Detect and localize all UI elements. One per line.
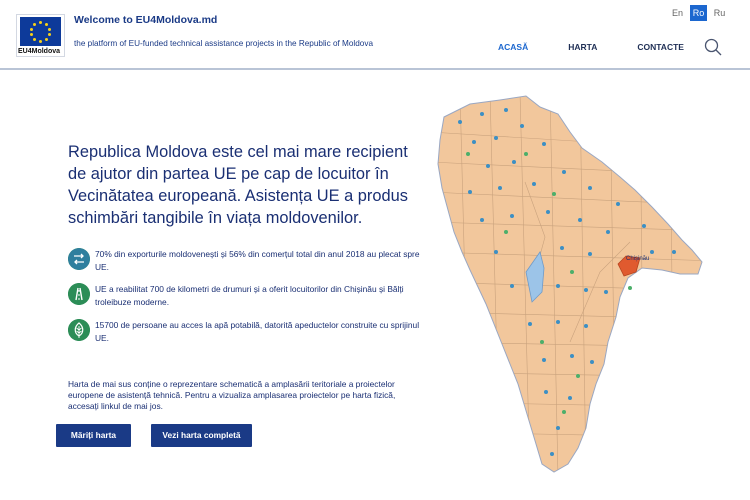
logo-text: EU4Moldova xyxy=(18,48,61,55)
feature-water xyxy=(68,319,428,345)
search-icon[interactable] xyxy=(704,38,722,56)
leaf-icon xyxy=(68,319,90,341)
feature-roads-text: UE a reabilitat 700 de kilometri de drumuri și a oferit locuitorilor din Chișinău și Bălți troleibuze moderne. xyxy=(95,284,404,307)
feature-water-text: 15700 de persoane au acces la apă potabilă, datorită apeductelor construite cu sprijinul UE. xyxy=(95,320,420,343)
main-nav xyxy=(498,42,724,52)
nav-acasa[interactable]: ACASĂ xyxy=(498,42,529,52)
site-header xyxy=(0,0,750,70)
feature-roads xyxy=(68,283,428,309)
zoom-map-button[interactable]: Măriți harta xyxy=(56,424,131,447)
eu-flag-icon xyxy=(20,17,61,46)
eu4moldova-logo[interactable] xyxy=(16,14,65,57)
feature-exports xyxy=(68,248,428,274)
site-subtitle: the platform of EU-funded technical assistance projects in the Republic of Moldova xyxy=(74,39,374,48)
lang-ro[interactable]: Ro xyxy=(690,5,707,21)
full-map-button[interactable]: Vezi harta completă xyxy=(151,424,252,447)
nav-harta[interactable]: HARTA xyxy=(568,42,598,52)
road-icon xyxy=(68,283,90,305)
hero-headline: Republica Moldova este cel mai mare recipient de ajutor din partea UE pe cap de locuitor în Vecinătatea europeană. Asistența UE a produs schimbări tangibile în viața moldovenilor. xyxy=(68,143,408,227)
lang-ru[interactable]: Ru xyxy=(713,8,726,18)
map-city-label: Chișinău xyxy=(626,256,650,262)
moldova-projects-map[interactable] xyxy=(430,92,750,478)
language-switcher xyxy=(669,5,728,21)
site-title: Welcome to EU4Moldova.md xyxy=(74,14,218,26)
map-note: Harta de mai sus conține o reprezentare schematică a amplasării teritoriale a proiectelor europene de asistență tehnică. Pentru a vizualiza amplasarea proiectelor pe harta fizică, accesați linkul de mai jos. xyxy=(68,379,396,411)
trade-arrows-icon xyxy=(68,248,90,270)
feature-exports-text: 70% din exporturile moldovenești și 56% din comerțul total din anul 2018 au plecat spre UE. xyxy=(95,249,420,272)
lang-en[interactable]: En xyxy=(671,8,683,18)
nav-contacte[interactable]: CONTACTE xyxy=(637,42,684,52)
